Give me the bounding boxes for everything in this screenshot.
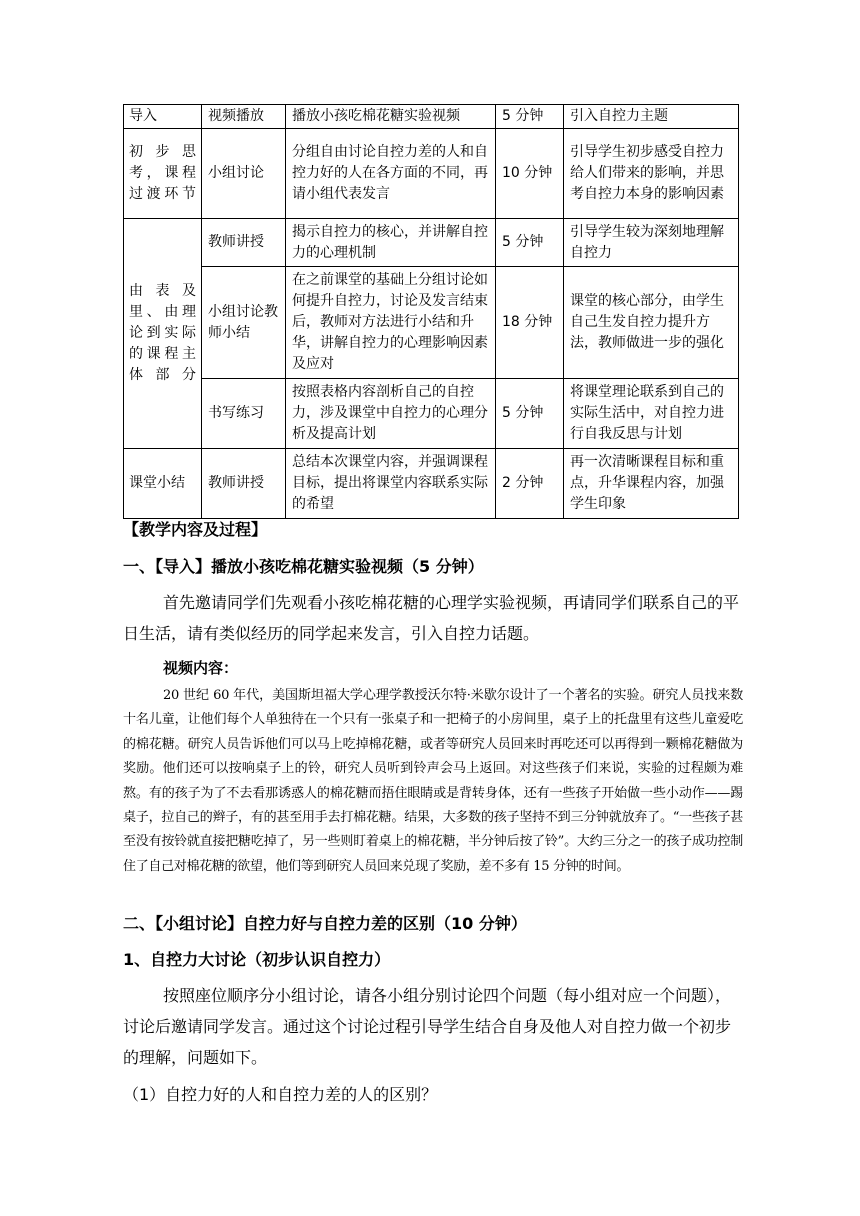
- content-cell: 播放小孩吃棉花糖实验视频: [286, 105, 496, 129]
- section-title: 【教学内容及过程】: [123, 520, 268, 539]
- method-cell: 小组讨论教师小结: [202, 267, 286, 379]
- goal-cell: 引导学生初步感受自控力给人们带来的影响，并思考自控力本身的影响因素: [564, 129, 739, 219]
- stage-cell: 由表及里、由理论到实际的课程主体部分: [124, 219, 202, 449]
- content-cell: 揭示自控力的核心，并讲解自控力的心理机制: [286, 219, 496, 267]
- part1-heading: 一、【导入】播放小孩吃棉花糖实验视频（5 分钟）: [123, 557, 484, 576]
- content-cell: 按照表格内容剖析自己的自控力，涉及课堂中自控力的心理分析及提高计划: [286, 379, 496, 449]
- method-cell: 视频播放: [202, 105, 286, 129]
- goal-cell: 再一次清晰课程目标和重点，升华课程内容，加强学生印象: [564, 449, 739, 519]
- table-row: [124, 129, 739, 219]
- table-row: [124, 267, 739, 379]
- lesson-plan-table: [123, 104, 739, 519]
- part2-heading: 二、【小组讨论】自控力好与自控力差的区别（10 分钟）: [123, 914, 527, 933]
- video-label: 视频内容：: [163, 659, 239, 677]
- goal-cell: 引入自控力主题: [564, 105, 739, 129]
- stage-cell: 导入: [124, 105, 202, 129]
- method-cell: 书写练习: [202, 379, 286, 449]
- table-row: [124, 379, 739, 449]
- method-cell: 教师讲授: [202, 449, 286, 519]
- content-cell: 总结本次课堂内容，并强调课程目标，提出将课堂内容联系实际的希望: [286, 449, 496, 519]
- part2-paragraph: 按照座位顺序分小组讨论，请各小组分别讨论四个问题（每小组对应一个问题），讨论后邀请同学发言。通过这个讨论过程引导学生结合自身及他人对自控力做一个初步的理解，问题如下。: [123, 986, 732, 1067]
- content-cell: 分组自由讨论自控力差的人和自控力好的人在各方面的不同，再请小组代表发言: [286, 129, 496, 219]
- time-cell: 2 分钟: [496, 449, 564, 519]
- part1-paragraph: 首先邀请同学们先观看小孩吃棉花糖的心理学实验视频，再请同学们联系自己的平日生活，请有类似经历的同学起来发言，引入自控力话题。: [123, 593, 740, 643]
- goal-cell: 将课堂理论联系到自己的实际生活中，对自控力进行自我反思与计划: [564, 379, 739, 449]
- table-row: [124, 449, 739, 519]
- stage-cell: 课堂小结: [124, 449, 202, 519]
- time-cell: 5 分钟: [496, 379, 564, 449]
- table-row: [124, 219, 739, 267]
- method-cell: 小组讨论: [202, 129, 286, 219]
- content-cell: 在之前课堂的基础上分组讨论如何提升自控力，讨论及发言结束后，教师对方法进行小结和升华，讲解自控力的心理影响因素及应对: [286, 267, 496, 379]
- time-cell: 18 分钟: [496, 267, 564, 379]
- goal-cell: 课堂的核心部分，由学生自己生发自控力提升方法，教师做进一步的强化: [564, 267, 739, 379]
- goal-cell: 引导学生较为深刻地理解自控力: [564, 219, 739, 267]
- part2-subheading: 1、自控力大讨论（初步认识自控力）: [123, 950, 391, 969]
- question-item: （1）自控力好的人和自控力差的人的区别？: [123, 1085, 438, 1104]
- time-cell: 5 分钟: [496, 219, 564, 267]
- stage-cell: 初步思考，课程过渡环节: [124, 129, 202, 219]
- table-row: [124, 105, 739, 129]
- time-cell: 5 分钟: [496, 105, 564, 129]
- method-cell: 教师讲授: [202, 219, 286, 267]
- video-text: 20 世纪 60 年代，美国斯坦福大学心理学教授沃尔特·米歇尔设计了一个著名的实验。研究人员找来数十名儿童，让他们每个人单独待在一个只有一张桌子和一把椅子的小房间里，桌子上的托盘里有这些儿童爱吃的棉花糖。研究人员告诉他们可以马上吃掉棉花糖，或者等研究人员回来时再吃还可以再得到一颗棉花糖做为奖励。他们还可以按响桌子上的铃，研究人员听到铃声会马上返回。对这些孩子们来说，实验的过程颇为难熬。有的孩子为了不去看那诱惑人的棉花糖而捂住眼睛或是背转身体，还有一些孩子开始做一些小动作——踢桌子，拉自己的辫子，有的甚至用手去打棉花糖。结果，大多数的孩子坚持不到三分钟就放弃了。“一些孩子甚至没有按铃就直接把糖吃掉了，另一些则盯着桌上的棉花糖，半分钟后按了铃”。大约三分之一的孩子成功控制住了自己对棉花糖的欲望，他们等到研究人员回来兑现了奖励，差不多有 15 分钟的时间。: [123, 688, 743, 874]
- time-cell: 10 分钟: [496, 129, 564, 219]
